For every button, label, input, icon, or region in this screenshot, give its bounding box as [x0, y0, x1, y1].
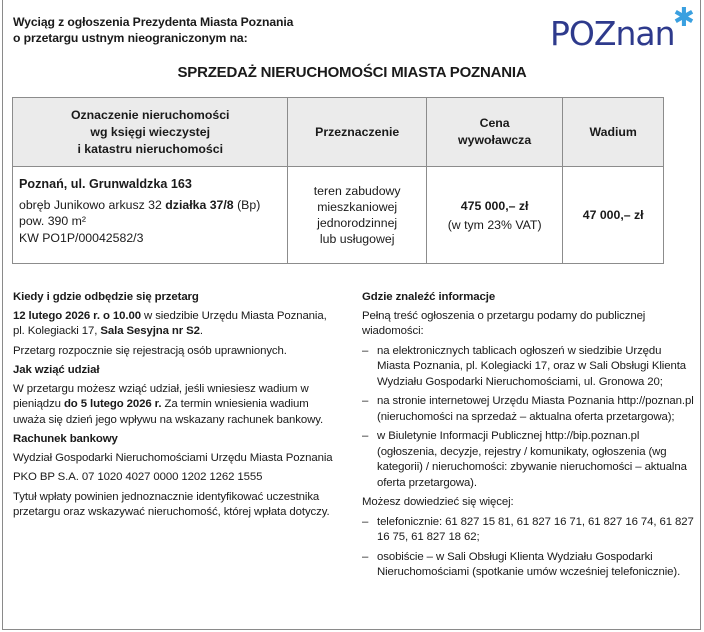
cell-purpose: teren zabudowy mieszkaniowej jednorodzinnej lub usługowej — [288, 167, 426, 264]
payment-title-text: Tytuł wpłaty powinien jednoznacznie identyfikować uczestnika przetargu oraz wskazywać nieruchomość, której wpłata dotyczy. — [13, 490, 330, 518]
list-item: – na elektronicznych tablicach ogłoszeń w siedzibie Urzędu Miasta Poznania, pl. Kolegiacki 17, oraz w Sali Obsługi Klienta Wydziału Gospodarki Nieruchomościami, ul. Gronowa 20; — [362, 344, 687, 388]
list-item: – w Biuletynie Informacji Publicznej http://bip.poznan.pl (ogłoszenia, decyzje, rejestry / komunikaty, ogłoszenia (wg kategorii) / nieruchomości: zbywanie nieruchomości – aktualna oferta przetargowa). — [362, 430, 687, 489]
poznan-logo — [550, 2, 695, 53]
right-column — [362, 290, 697, 585]
intro-line-2: o przetargu ustnym nieograniczonym na: — [13, 31, 248, 45]
starting-price: 475 000,– zł — [460, 198, 529, 213]
list-item: – osobiście – w Sali Obsługi Klienta Wydziału Gospodarki Nieruchomościami (spotkanie umów wcześniej telefonicznie). — [362, 550, 681, 578]
property-address: Poznań, ul. Grunwaldzka 163 — [19, 177, 192, 191]
property-area: pow. 390 m² — [19, 214, 86, 228]
registration-text: Przetarg rozpocznie się rejestracją osób uprawnionych. — [13, 344, 287, 357]
where-intro: Pełną treść ogłoszenia o przetargu podamy do publicznej wiadomości: — [362, 309, 646, 337]
how-text: W przetargu możesz wziąć udział, jeśli wniesiesz wadium w pieniądzu do 5 lutego 2026 r. Za termin wniesienia wadium uważa się dzień jego wpływu na wskazany rachunek bankowy. — [13, 382, 324, 426]
column-header-designation: Oznaczenie nieruchomości wg księgi wieczystej i katastru nieruchomości — [13, 98, 288, 167]
when-text: 12 lutego 2026 r. o 10.00 w siedzibie Urzędu Miasta Poznania, pl. Kolegiacki 17, Sala Sesyjna nr S2. — [13, 309, 327, 337]
page-title: SPRZEDAŻ NIERUCHOMOŚCI MIASTA POZNANIA — [177, 64, 527, 81]
intro-line-1: Wyciąg z ogłoszenia Prezydenta Miasta Poznania — [13, 15, 294, 29]
column-header-purpose: Przeznaczenie — [288, 98, 426, 167]
where-heading: Gdzie znaleźć informacje — [362, 291, 496, 303]
column-header-price: Cena wywoławcza — [426, 98, 562, 167]
property-table — [12, 97, 664, 264]
bank-owner: Wydział Gospodarki Nieruchomościami Urzędu Miasta Poznania — [13, 451, 333, 464]
left-column — [13, 290, 333, 525]
parcel-info: obręb Junikowo arkusz 32 działka 37/8 (Bp) — [19, 197, 261, 212]
intro-heading — [13, 14, 293, 46]
bank-account: PKO BP S.A. 07 1020 4027 0000 1202 1262 1555 — [13, 471, 263, 483]
how-heading: Jak wziąć udział — [13, 364, 100, 376]
asterisk-star-icon: ✱ — [673, 2, 695, 32]
cell-price — [426, 167, 562, 264]
cell-deposit: 47 000,– zł — [563, 167, 664, 264]
bank-heading: Rachunek bankowy — [13, 433, 118, 445]
list-item: – na stronie internetowej Urzędu Miasta Poznania http://poznan.pl (nieruchomości na sprzedaż – aktualna oferta przetargowa); — [362, 395, 694, 423]
table-header-row — [13, 98, 664, 167]
cell-designation — [13, 167, 288, 264]
when-heading: Kiedy i gdzie odbędzie się przetarg — [13, 291, 199, 303]
more-intro: Możesz dowiedzieć się więcej: — [362, 496, 514, 508]
land-register-number: KW PO1P/00042582/3 — [19, 230, 144, 245]
list-item: – telefonicznie: 61 827 15 81, 61 827 16 71, 61 827 16 74, 61 827 16 75, 61 827 18 62; — [362, 515, 694, 543]
vat-note: (w tym 23% VAT) — [447, 217, 542, 232]
column-header-deposit: Wadium — [563, 98, 664, 167]
table-row — [13, 167, 664, 264]
logo-text: POZnan — [550, 14, 675, 53]
